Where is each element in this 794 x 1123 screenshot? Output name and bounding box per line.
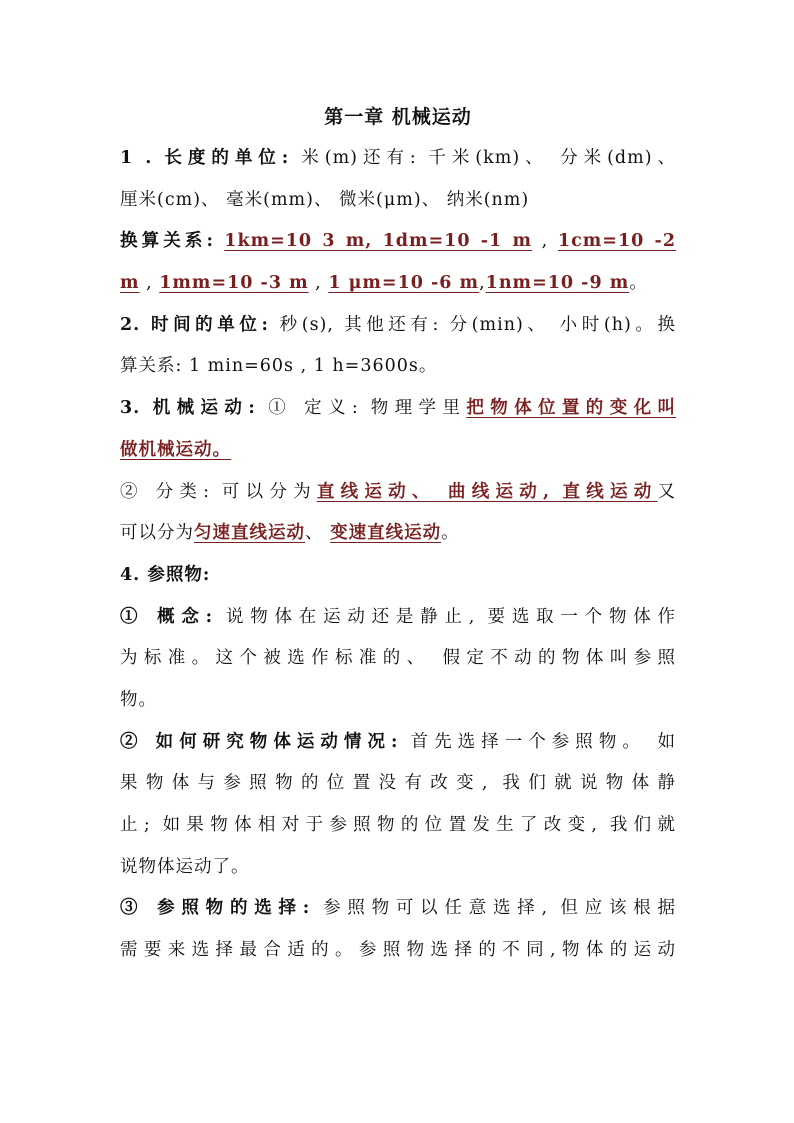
answer-blank: m [120,273,140,294]
text-line [120,430,676,472]
text-line: ③ 参照物的选择: 参照物可以任意选择, 但应该根据 [120,898,676,919]
text-line: 物。 [120,689,157,710]
answer-blank: 1 μm=10 -6 m [328,273,480,294]
text-line: 需要来选择最合适的。参照物选择的不同,物体的运动 [120,940,676,961]
answer-blank: 1cm=10 -2 [557,231,676,252]
text-line [120,555,676,597]
text-line: 算关系: 1 min=60s , 1 h=3600s。 [120,356,438,377]
subheading-selection: ③ 参照物的选择: [120,898,324,919]
text-line: 可以分为匀速直线运动、 变速直线运动。 [120,523,460,544]
answer-blank: 做机械运动。 [120,439,231,460]
answer-blank: 1nm=10 -9 m [485,273,630,294]
answer-blank: 1km=10 3 m, 1dm=10 -1 m [224,231,532,252]
heading-conversion: 换算关系: [120,231,225,252]
heading-time-units: 2. 时间的单位: [120,314,280,335]
text-line: ① 概念: 说物体在运动还是静止, 要选取一个物体作 [120,606,676,627]
answer-blank: 1mm=10 -3 m [159,273,309,294]
text-line: m , 1mm=10 -3 m , 1 μm=10 -6 m,1nm=10 -9 m。 [120,273,648,294]
subheading-how-to-study: ② 如何研究物体运动情况: [120,731,411,752]
answer-blank: 把物体位置的变化叫 [466,398,676,419]
subheading-concept: ① 概念: [120,606,226,627]
text-line: 3. 机械运动: ① 定义: 物理学里把物体位置的变化叫 [120,398,676,419]
text-line: 厘米(cm)、 毫米(mm)、 微米(μm)、 纳米(nm) [120,189,530,210]
text-line: 果物体与参照物的位置没有改变, 我们就说物体静 [120,773,676,794]
heading-reference-object: 4. 参照物: [120,564,211,585]
text-line: 说物体运动了。 [120,856,250,877]
chapter-title: 第一章 机械运动 [324,106,472,128]
text-line: 1 . 长度的单位: 米(m)还有: 千米(km)、 分米(dm)、 [120,148,676,168]
text-line: 换算关系: 1km=10 3 m, 1dm=10 -1 m , 1cm=10 -2 [120,231,676,252]
text-line: ② 分类: 可以分为直线运动、 曲线运动, 直线运动又 [120,481,676,502]
heading-length-units: 1 . 长度的单位: [120,148,302,168]
answer-blank: 直线运动、 曲线运动, 直线运动 [316,481,658,502]
text-line: 为标准。这个被选作标准的、 假定不动的物体叫参照 [120,648,676,669]
text-line: ② 如何研究物体运动情况: 首先选择一个参照物。 如 [120,731,676,752]
text-line: 止; 如果物体相对于参照物的位置发生了改变, 我们就 [120,815,676,835]
answer-blank: 匀速直线运动 [194,523,305,544]
document-page [120,96,676,972]
text-line: 2. 时间的单位: 秒(s), 其他还有: 分(min)、 小时(h)。换 [120,314,676,335]
answer-blank: 变速直线运动 [330,523,442,544]
heading-mechanical-motion: 3. 机械运动: [120,398,269,419]
